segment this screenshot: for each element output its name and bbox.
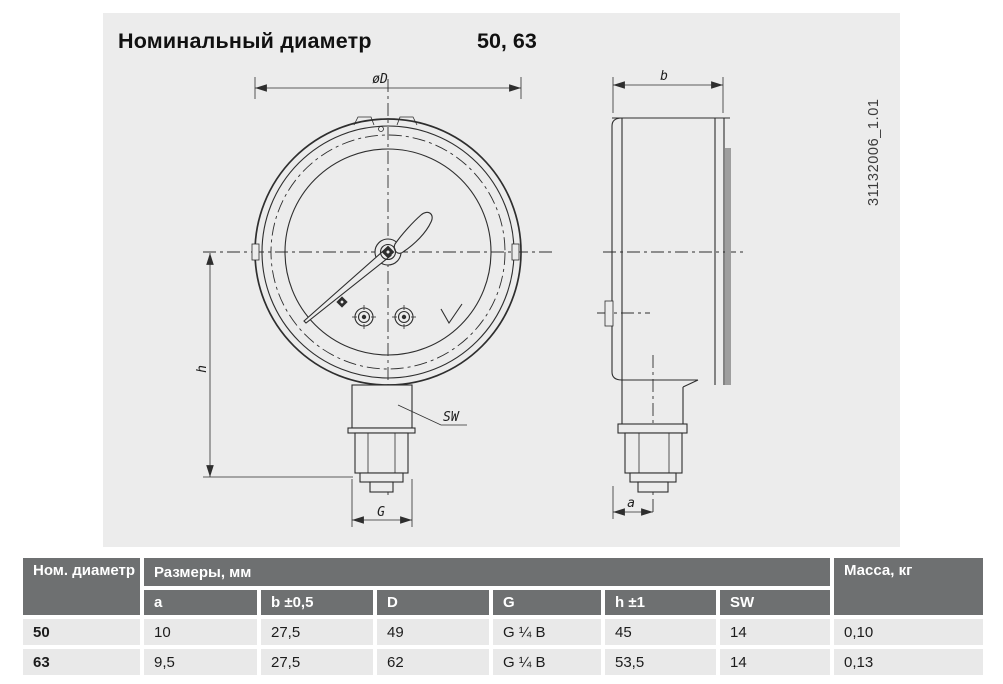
thread-step2-front — [370, 482, 393, 492]
document-number: 31132006_1.01 — [866, 98, 882, 206]
back-flange-band — [725, 148, 731, 385]
hex-nut-side — [625, 433, 682, 473]
cell-50-G: G ¼ B — [493, 619, 601, 645]
label-thread: G — [377, 505, 385, 520]
thread-step1-side — [630, 473, 676, 482]
header-nominal-diameter: Ном. диаметр — [23, 558, 140, 615]
dial-screw-right — [392, 305, 416, 329]
header-col-h: h ±1 — [605, 590, 716, 615]
neck-front — [352, 385, 412, 428]
title-nominal-sizes: 50, 63 — [477, 29, 537, 53]
page-title: Номинальный диаметр — [118, 29, 372, 53]
hex-nut-front — [355, 433, 408, 473]
cell-63-a: 9,5 — [144, 649, 257, 675]
dial-screw-left — [352, 305, 376, 329]
cell-63-mass: 0,13 — [834, 649, 983, 675]
cell-50-h: 45 — [605, 619, 716, 645]
cell-nominal-63: 63 — [23, 649, 140, 675]
gauge-side-view — [597, 69, 743, 519]
header-mass: Масса, кг — [834, 558, 983, 615]
gauge-front-view — [195, 72, 553, 527]
dimension-depth — [613, 69, 723, 113]
label-height: h — [195, 365, 210, 373]
flange-front — [348, 428, 415, 433]
cell-50-mass: 0,10 — [834, 619, 983, 645]
cell-63-G: G ¼ B — [493, 649, 601, 675]
label-offset: a — [627, 496, 635, 511]
header-dimensions-group: Размеры, мм — [144, 558, 830, 586]
flange-side — [618, 424, 687, 433]
filler-tab — [605, 301, 613, 326]
cell-50-a: 10 — [144, 619, 257, 645]
gauge-technical-drawing — [103, 13, 900, 547]
front-bezel-outer — [612, 118, 622, 380]
dimension-height — [195, 253, 353, 477]
label-wrench: SW — [443, 410, 459, 425]
header-col-D: D — [377, 590, 489, 615]
header-col-a: a — [144, 590, 257, 615]
drawing-panel — [103, 13, 900, 547]
label-depth: b — [660, 69, 668, 84]
pointer-needle — [304, 212, 432, 323]
cell-63-h: 53,5 — [605, 649, 716, 675]
header-col-b: b ±0,5 — [261, 590, 373, 615]
needle-counterweight — [394, 212, 432, 253]
top-pin — [379, 127, 384, 132]
header-col-G: G — [493, 590, 601, 615]
thread-step1-front — [360, 473, 403, 482]
cell-nominal-50: 50 — [23, 619, 140, 645]
case-bottom-slant — [683, 380, 698, 387]
stem-side — [618, 380, 687, 492]
cell-50-b: 27,5 — [261, 619, 373, 645]
scale-endstop-mark — [441, 304, 462, 323]
header-col-SW: SW — [720, 590, 830, 615]
cell-63-SW: 14 — [720, 649, 830, 675]
needle-shaft — [304, 249, 391, 324]
rim-lug-right — [512, 244, 519, 260]
cell-63-D: 62 — [377, 649, 489, 675]
cell-50-SW: 14 — [720, 619, 830, 645]
rim-lug-left — [252, 244, 259, 260]
dimensions-table — [23, 558, 983, 675]
cell-50-D: 49 — [377, 619, 489, 645]
thread-step2-side — [638, 482, 668, 492]
cell-63-b: 27,5 — [261, 649, 373, 675]
stem-front — [348, 385, 415, 492]
label-diameter: øD — [372, 72, 388, 87]
